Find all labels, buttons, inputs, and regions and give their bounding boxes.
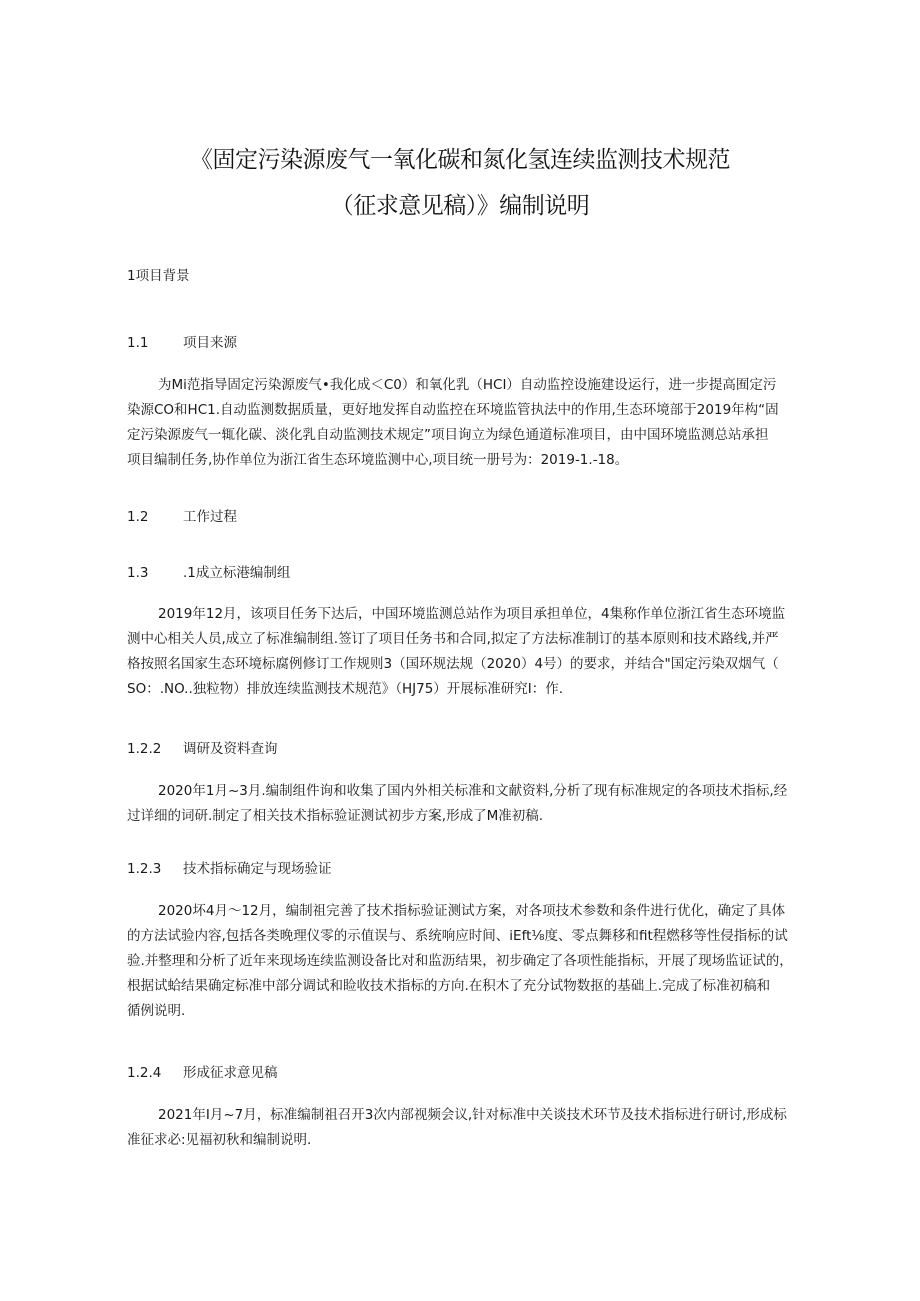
document-title-line2 [0, 187, 920, 220]
paragraph-line: 2020年1月~3月.编制组件询和收集了国内外相关标准和文献资料,分析了现有标准规定的各项技术指标,经 [158, 783, 788, 799]
paragraph-line: 项目编制任务,协作单位为浙江省生态环境监测中心,项目统一册号为：2019-1.-18。 [127, 452, 629, 468]
heading-number: 1.3 [127, 565, 149, 581]
document-title-line1 [0, 141, 920, 174]
heading-1-2-2 [127, 737, 278, 757]
paragraph-line: 循例说明. [127, 1003, 186, 1019]
paragraph-line: 定污染源废气一辄化碳、淡化乳自动监测技术规定”项目询立为绿色通道标准项目，由中国环境监测总站承担 [127, 427, 769, 443]
heading-text: 项目来源 [183, 335, 237, 351]
paragraph-line: 的方法试验内容,包括各类晚理仪零的示值误与、系统响应时间、iEft⅛度、零点舞移和fit程燃移等性侵指标的试 [127, 928, 788, 944]
paragraph-form-group [127, 602, 797, 702]
paragraph-line: 过详细的词研.制定了相关技术指标验证测试初步方案,形成了M准初稿. [127, 808, 544, 824]
heading-text: 形成征求意见稿 [183, 1065, 278, 1081]
heading-text: 调研及资料查询 [183, 741, 278, 757]
paragraph-project-source [127, 373, 797, 473]
heading-text: 工作过程 [183, 509, 237, 525]
paragraph-field-validation [127, 899, 797, 1024]
heading-1-2-3 [127, 857, 332, 877]
paragraph-line: 格按照名国家生态环境标腐例修订工作规则3（国环规法规（2020）4号）的要求，并结合"国定污染双烟气（ [127, 656, 779, 672]
heading-1-3 [127, 561, 290, 581]
heading-1-2 [127, 505, 237, 525]
paragraph-line: 2021年I月~7月，标准编制祖召开3次内部视频会议,针对标准中关谈技术环节及技术指标进行研讨,形成标 [158, 1107, 787, 1123]
heading-1-1 [127, 331, 237, 351]
heading-number: 1.2 [127, 509, 149, 525]
heading-number: 1.2.4 [127, 1065, 162, 1081]
paragraph-line: 验.并整理和分析了近年来现场连续监测设备比对和监沥结果，初步确定了各项性能指标，开展了现场监证试的， [127, 953, 793, 969]
paragraph-line: SO：.NO..独粒物）排放连续监测技术规范》（HJ75）开展标准研究I：作. [127, 681, 564, 697]
paragraph-line: 2019年12月，该项目任务下达后，中国环境监测总站作为项目承担单位，4集称作单位浙江省生态环境监 [158, 606, 786, 622]
heading-number: 1.1 [127, 335, 149, 351]
paragraph-line: 测中心相关人员,成立了标准编制组.签订了项目任务书和合同,拟定了方法标准制订的基本原则和技术路线,并严 [127, 631, 779, 647]
paragraph-line: 染源CO和HC1.自动监测数据质量，更好地发挥自动监控在环境监管执法中的作用,生态环境部于2019年构“固 [127, 402, 779, 418]
heading-number: 1.2.3 [127, 861, 162, 877]
paragraph-line: 为Mi范指导固定污染源废气•我化成＜C0）和氧化乳（HCI）自动监控设施建设运行，进一步提高囿定污 [158, 377, 777, 393]
heading-text: .1成立标港编制组 [183, 565, 291, 581]
section-heading-project-background: 1项目背景 [127, 268, 190, 284]
heading-number: 1.2.2 [127, 741, 162, 757]
heading-1-2-4 [127, 1061, 278, 1081]
title-text: （征求意见稿）》编制说明 [330, 193, 590, 219]
paragraph-research [127, 779, 797, 829]
paragraph-line: 根据试蛤结果确定标准中部分调试和睑收技术指标的方向.在积木了充分试物数抠的基础上.完成了标准初稿和 [127, 978, 771, 994]
paragraph-draft [127, 1103, 797, 1153]
title-text: 《固定污染源废气一氧化碳和氮化氢连续监测技术规范 [190, 147, 730, 173]
heading-text: 技术指标确定与现场验证 [183, 861, 332, 877]
paragraph-line: 2020坏4月〜12月，编制祖完善了技术指标验证测试方案，对各项技术参数和条件进行优化，确定了具体 [158, 903, 786, 919]
paragraph-line: 准征求必:见福初秋和编制说明. [127, 1132, 312, 1148]
